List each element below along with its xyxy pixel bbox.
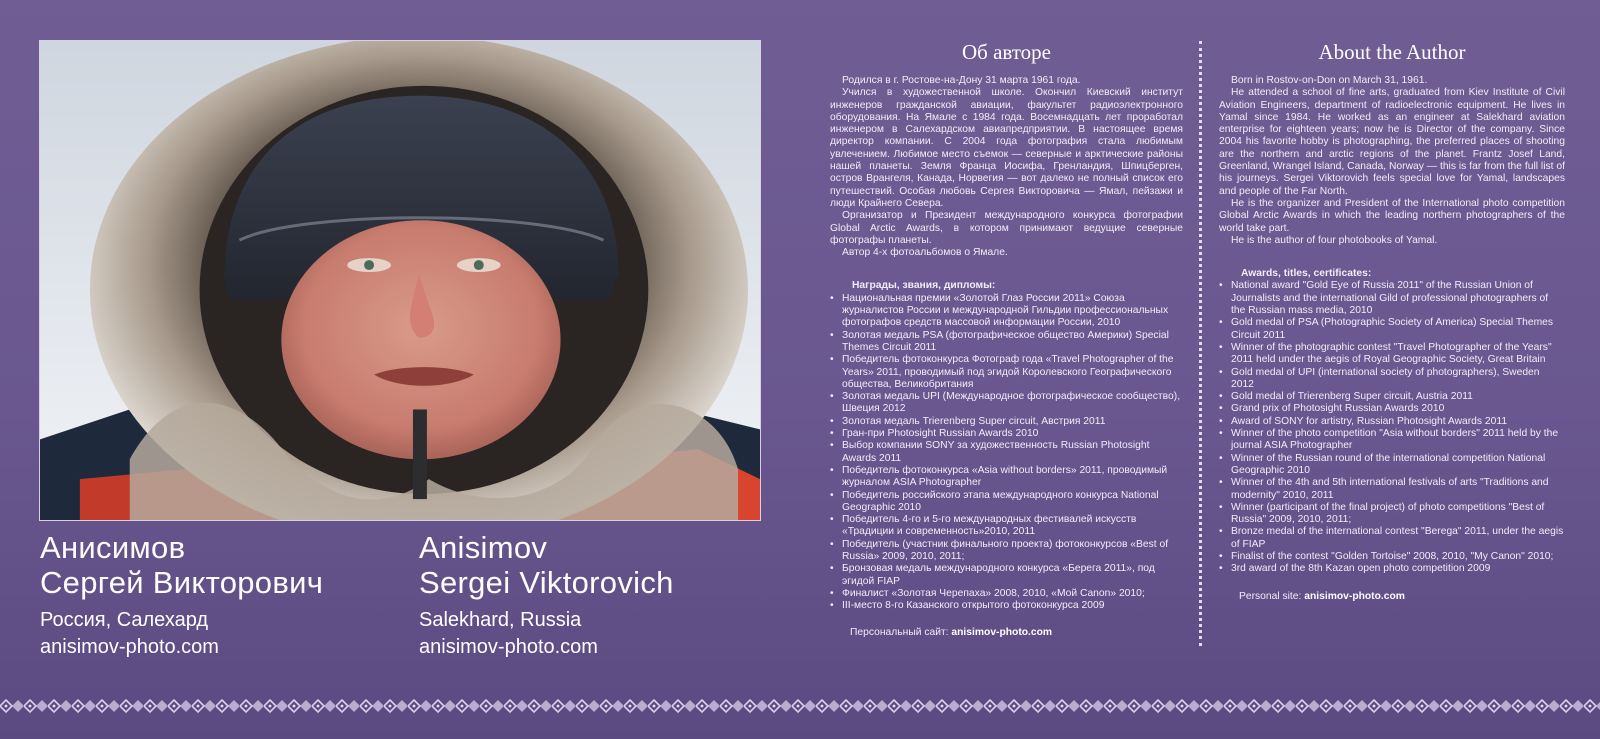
decorative-ornament-band [0,695,1600,717]
awards-list-en [1219,280,1565,575]
awards-title-en: Awards, titles, certificates: [1241,268,1372,280]
given-name-en: Sergei Viktorovich [419,565,674,600]
about-author-english-column [1219,40,1565,603]
personal-site-line-ru [850,627,1183,639]
award-item: • Grand prix of Photosight Russian Awards 2010 [1219,403,1565,415]
award-item: • III-место 8-го Казанского открытого фотоконкурса 2009 [830,600,1183,612]
award-item: • Winner of the photo competition "Asia without borders" 2011 held by the journal ASIA Photographer [1219,428,1565,453]
surname-ru: Анисимов [40,530,186,565]
award-item: • Гран-при Photosight Russian Awards 2010 [830,428,1183,440]
award-item: • Bronze medal of the international contest "Berega" 2011, under the aegis of FIAP [1219,526,1565,551]
column-divider [1199,41,1202,646]
awards-title-ru: Награды, звания, дипломы: [852,280,996,292]
portrait-illustration [40,41,760,520]
about-author-russian-column [830,40,1183,640]
award-item: • Winner of the Russian round of the international competition National Geographic 2010 [1219,453,1565,478]
award-item: • Победитель российского этапа международного конкурса National Geographic 2010 [830,490,1183,515]
website-ru: anisimov-photo.com [40,636,219,658]
personal-site-label-en: Personal site: [1239,590,1305,602]
award-item: • 3rd award of the 8th Kazan open photo competition 2009 [1219,563,1565,575]
award-item: • Победитель 4-го и 5-го международных фестивалей искусств «Традиции и современность»2010, 2011 [830,514,1183,539]
award-item: • Gold medal of Trierenberg Super circuit, Austria 2011 [1219,391,1565,403]
award-item: • Выбор компании SONY за художественность Russian Photosight Awards 2011 [830,440,1183,465]
personal-site-label-ru: Персональный сайт: [850,627,952,639]
given-name-ru: Сергей Викторович [40,565,324,600]
award-item: • Gold medal of PSA (Photographic Society of America) Special Themes Circuit 2011 [1219,317,1565,342]
award-item: • Winner of the 4th and 5th international festivals of arts "Traditions and modernity" 2010, 2011 [1219,477,1565,502]
about-heading-ru: Об авторе [961,40,1052,64]
award-item: • Победитель фотоконкурса «Asia without borders» 2011, проводимый журналом ASIA Photographer [830,465,1183,490]
award-item: • Gold medal of UPI (international society of photographers), Sweden 2012 [1219,367,1565,392]
award-item: • National award "Gold Eye of Russia 2011" of the Russian Union of Journalists and the international Gild of professional photographers of the Russian mass media, 2010 [1219,280,1565,317]
location-ru: Россия, Салехард [40,609,209,631]
location-en: Salekhard, Russia [419,609,582,631]
bio-paragraph: He is the organizer and President of the International photo competition Global Arctic Awards in which the leading northern photographers of the world take part. [1219,197,1565,234]
author-name-russian-block [40,530,400,660]
author-name-english-block [419,530,779,660]
personal-site-link-ru[interactable]: anisimov-photo.com [951,627,1053,639]
bio-paragraph: Организатор и Президент международного конкурса фотографии Global Arctic Awards, в котором принимают ведущие северные фотографы планеты. [830,210,1183,246]
award-item: • Award of SONY for artistry, Russian Photosight Awards 2011 [1219,416,1565,428]
award-item: • Золотая медаль Trierenberg Super circuit, Австрия 2011 [830,416,1183,428]
author-portrait-photo [39,40,761,521]
award-item: • Winner (participant of the final project) of photo competitions "Best of Russia" 2009, 2010, 2011; [1219,502,1565,527]
ornament-pattern [0,695,1600,717]
bio-paragraph: Автор 4-х фотоальбомов о Ямале. [842,247,1008,259]
personal-site-link-en[interactable]: anisimov-photo.com [1304,590,1405,602]
award-item: • Бронзовая медаль международного конкурса «Берега 2011», под эгидой FIAP [830,563,1183,588]
award-item: • Finalist of the contest "Golden Tortoise" 2008, 2010, "My Canon" 2010; [1219,551,1565,563]
awards-list-ru [830,293,1183,613]
bio-paragraph: He is the author of four photobooks of Yamal. [1231,234,1438,246]
about-heading-en: About the Author [1318,40,1466,64]
award-item: • Победитель (участник финального проекта) фотоконкурсов «Best of Russia» 2009, 2010, 2011; [830,539,1183,564]
bio-paragraph: He attended a school of fine arts, graduated from Kiev Institute of Civil Aviation Engineers, department of radioelectronic equipment. He lives in Yamal since 1984. He worked as an engineer at Salekhard aviation enterprise for eighteen years; now he is Director of the company. Since 2004 his favorite hobby is photographing, the preferred places of shooting are the northern and arctic regions of the planet. Frantz Josef Land, Greenland, Wrangel Island, Canada, Norway — this is far from the full list of his journeys. Sergei Viktorovich feels special love for Yamal, landscapes and people of the Far North. [1219,87,1565,197]
website-en: anisimov-photo.com [419,636,598,658]
award-item: • Winner of the photographic contest "Travel Photographer of the Years" 2011 held under the aegis of Royal Geographic Society, Great Britain [1219,342,1565,367]
award-item: • Национальная премии «Золотой Глаз России 2011» Союза журналистов России и международной Гильдии профессиональных фотографов средств массовой информации России, 2010 [830,293,1183,330]
bio-paragraph: Родился в г. Ростове-на-Дону 31 марта 1961 года. [842,75,1081,86]
award-item: • Финалист «Золотая Черепаха» 2008, 2010, «Мой Canon» 2010; [830,588,1183,600]
surname-en: Anisimov [419,530,548,565]
award-item: • Золотая медаль PSA (фотографическое общество Америки) Special Themes Circuit 2011 [830,330,1183,355]
bio-paragraph: Учился в художественной школе. Окончил Киевский институт инженеров гражданской авиации, факультет радиоэлектронного оборудования. На Ямале с 1984 года. Восемнадцать лет проработал инженером в Салехардском авиапредприятии. В настоящее время директор компании. С 2004 года фотография стала любимым увлечением. Любимое место съемок — северные и арктические районы нашей планеты. Земля Франца Иосифа, Гренландия, Шпицберген, остров Врангеля, Канада, Норвегия — вот далеко не полный список его путешествий. Особая любовь Сергея Викторовича — Ямал, пейзажи и люди Крайнего Севера. [830,87,1183,209]
personal-site-line-en [1239,591,1565,603]
bio-paragraph: Born in Rostov-on-Don on March 31, 1961. [1231,75,1428,86]
award-item: • Победитель фотоконкурса Фотограф года «Travel Photographer of the Years» 2011, проводимый под эгидой Королевского Географического общества, Великобритания [830,354,1183,391]
award-item: • Золотая медаль UPI (Международное фотографическое сообществo), Швеция 2012 [830,391,1183,416]
